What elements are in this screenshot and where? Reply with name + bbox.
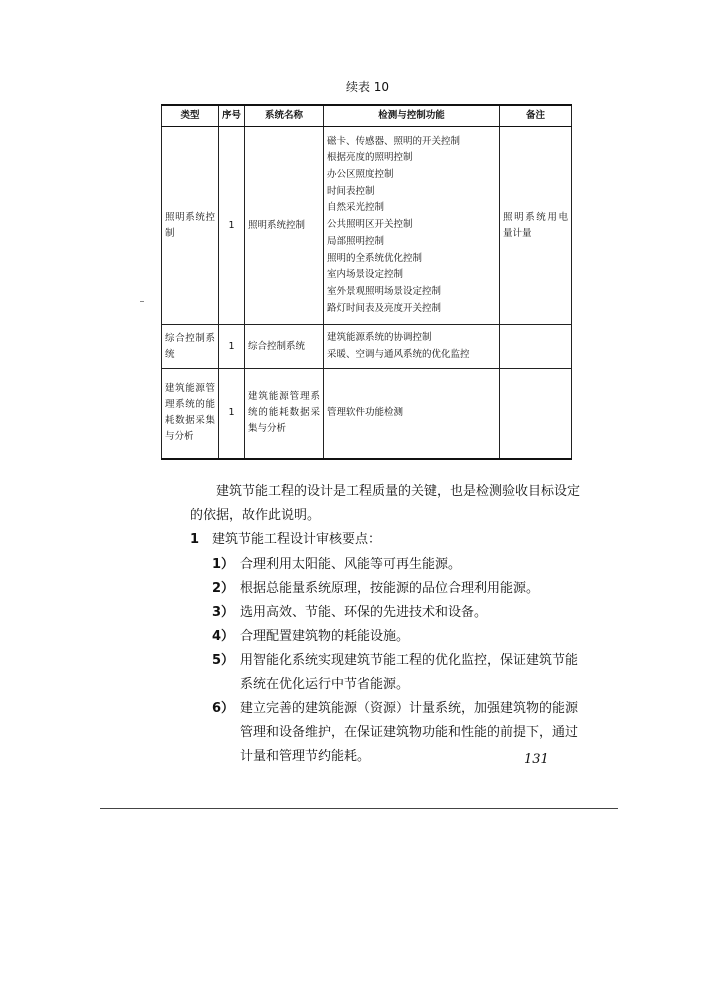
function-item: 照明的全系统优化控制 (327, 252, 423, 264)
function-item: 时间表控制 (327, 185, 375, 197)
item-number: 4） (212, 629, 235, 644)
function-item: 磁卡、传感器、照明的开关控制 (327, 135, 461, 147)
cell-system-name: 建筑能源管理系统的能耗数据采集与分析 (245, 369, 324, 459)
cell-type: 照明系统控制 (162, 127, 219, 325)
header-functions: 检测与控制功能 (324, 105, 500, 127)
cell-system-name: 照明系统控制 (245, 127, 324, 325)
item-text: 根据总能量系统原理，按能源的品位合理利用能源。 (240, 581, 540, 596)
function-item: 采暖、空调与通风系统的优化监控 (327, 348, 470, 360)
header-note: 备注 (500, 105, 572, 127)
table-row (162, 325, 572, 369)
footer-rule (100, 808, 618, 809)
cell-note (500, 325, 572, 369)
cell-type: 综合控制系统 (162, 325, 219, 369)
list-item (212, 601, 582, 625)
section-number: 1 (190, 532, 200, 547)
function-item: 公共照明区开关控制 (327, 219, 413, 231)
cell-functions (324, 127, 500, 325)
function-item: 自然采光控制 (327, 202, 385, 214)
cell-note: 照明系统用电量计量 (500, 127, 572, 325)
function-item: 办公区照度控制 (327, 169, 394, 181)
item-number: 5） (212, 653, 235, 668)
section-title: 建筑节能工程设计审核要点： (212, 532, 382, 547)
function-item: 根据亮度的照明控制 (327, 152, 413, 164)
section-heading (190, 528, 582, 552)
table-row (162, 369, 572, 459)
cell-note (500, 369, 572, 459)
cell-seq: 1 (219, 325, 245, 369)
table-caption: 续表 10 (345, 80, 390, 94)
item-text: 用智能化系统实现建筑节能工程的优化监控，保证建筑节能系统在优化运行中节省能源。 (240, 653, 579, 692)
item-text: 合理利用太阳能、风能等可再生能源。 (240, 557, 462, 572)
list-item (212, 553, 582, 577)
table-header-row (162, 105, 572, 127)
body-paragraph: 建筑节能工程的设计是工程质量的关键，也是检测验收目标设定的依据，故作此说明。 (190, 484, 581, 523)
list-item (212, 577, 582, 601)
cell-type: 建筑能源管理系统的能耗数据采集与分析 (162, 369, 219, 459)
cell-functions (324, 325, 500, 369)
header-seq: 序号 (219, 105, 245, 127)
item-text: 建立完善的建筑能源（资源）计量系统，加强建筑物的能源管理和设备维护，在保证建筑物功能和性能的前提下，通过计量和管理节约能耗。 (240, 701, 579, 764)
cell-functions (324, 369, 500, 459)
item-number: 6） (212, 701, 235, 716)
review-points-list (212, 553, 582, 769)
page-number: 131 (524, 752, 549, 767)
margin-mark (140, 301, 144, 302)
item-text: 选用高效、节能、环保的先进技术和设备。 (240, 605, 488, 620)
function-item: 建筑能源系统的协调控制 (327, 331, 432, 343)
list-item (212, 625, 582, 649)
function-item: 室内场景设定控制 (327, 269, 404, 281)
item-number: 2） (212, 581, 235, 596)
function-item: 室外景观照明场景设定控制 (327, 285, 442, 297)
header-system-name: 系统名称 (245, 105, 324, 127)
header-type: 类型 (162, 105, 219, 127)
cell-system-name: 综合控制系统 (245, 325, 324, 369)
function-item: 局部照明控制 (327, 235, 385, 247)
list-item (212, 649, 582, 697)
item-number: 3） (212, 605, 235, 620)
function-item: 路灯时间表及亮度开关控制 (327, 302, 442, 314)
table-row (162, 127, 572, 325)
item-number: 1） (212, 557, 235, 572)
cell-seq: 1 (219, 369, 245, 459)
detection-control-table (161, 104, 572, 460)
function-item: 管理软件功能检测 (327, 406, 404, 418)
cell-seq: 1 (219, 127, 245, 325)
item-text: 合理配置建筑物的耗能设施。 (240, 629, 410, 644)
